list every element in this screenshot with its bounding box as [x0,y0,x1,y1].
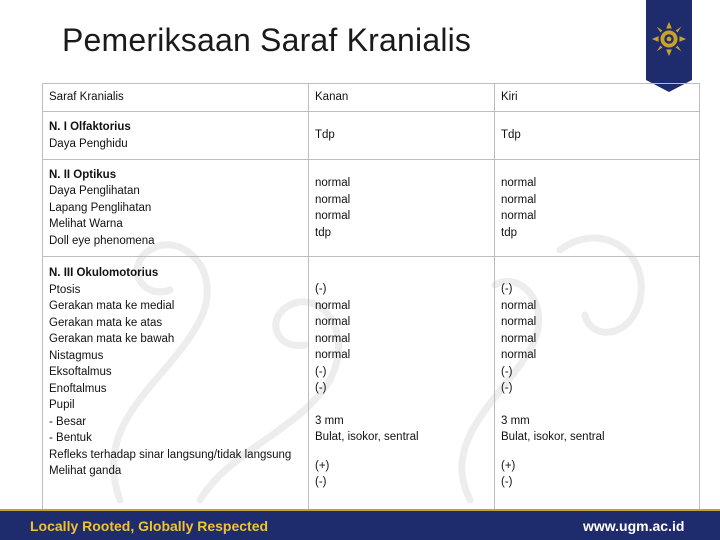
result-value: normal [315,177,351,189]
spacer [315,397,488,413]
result-value: (-) [501,365,513,378]
exam-item: Gerakan mata ke bawah [49,333,175,345]
result-value: normal [501,177,537,189]
table-header-row [43,84,700,112]
result-value: normal [501,299,537,312]
nerve-heading: N. II Optikus [49,168,117,181]
result-value: (-) [315,476,327,489]
result-value: (-) [501,382,513,395]
header-cell-kanan: Kanan [309,84,495,112]
result-value: normal [501,332,537,345]
exam-item: Enoftalmus [49,382,107,395]
result-value: normal [315,299,351,312]
nerve-heading: N. III Okulomotorius [49,267,159,279]
result-value: normal [501,349,537,362]
exam-item: Doll eye phenomena [49,234,155,247]
footer-tagline: Locally Rooted, Globally Respected [30,518,269,534]
exam-item: Gerakan mata ke medial [49,300,175,312]
result-value: normal [315,349,351,362]
exam-item: Gerakan mata ke atas [49,316,163,329]
page-title: Pemeriksaan Saraf Kranialis [62,22,472,58]
kiri-cell [495,257,700,516]
exam-item: Eksoftalmus [49,366,112,378]
result-value: normal [315,332,351,345]
result-value: Bulat, isokor, sentral [501,431,605,444]
result-value: normal [501,210,537,222]
result-value: normal [315,316,351,329]
result-value: (-) [501,476,513,489]
exam-item: Refleks terhadap sinar langsung/tidak langsung [49,448,292,461]
result-value: (-) [315,382,327,395]
kanan-cell [309,112,495,160]
kiri-cell [495,160,700,257]
nerve-cell [43,257,309,516]
exam-item: - Besar [49,415,87,428]
header-cell-kiri: Kiri [495,84,700,112]
nerve-cell [43,112,309,160]
result-value: Bulat, isokor, sentral [315,431,419,444]
exam-item: Daya Penglihatan [49,185,140,198]
result-value: normal [315,193,351,206]
header-cell-saraf: Saraf Kranialis [43,84,309,112]
cranial-nerve-table [42,83,700,516]
result-value: normal [501,193,537,206]
result-value: 3 mm [501,414,530,427]
nerve-cell [43,160,309,257]
exam-item: Melihat ganda [49,465,122,477]
result-value: Tdp [315,129,335,142]
nerve-heading: N. I Olfaktorius [49,121,131,133]
exam-item: Ptosis [49,283,81,296]
spacer [501,397,693,413]
result-value: normal [315,210,351,222]
result-value: (-) [501,283,513,296]
spacer [501,446,693,458]
result-value: (-) [315,283,327,296]
exam-item: Pupil [49,399,75,411]
table-row [43,160,700,257]
kanan-cell [309,257,495,516]
result-value: 3 mm [315,414,344,427]
result-value: tdp [315,226,331,239]
exam-item: - Bentuk [49,432,92,444]
exam-item: Nistagmus [49,349,104,362]
kiri-cell [495,112,700,160]
table-row [43,257,700,516]
exam-item: Daya Penghidu [49,137,128,150]
result-value: (+) [501,459,516,472]
table-row [43,112,700,160]
result-value: (-) [315,365,327,378]
ugm-emblem-icon [650,20,688,58]
exam-item: Lapang Penglihatan [49,201,152,214]
result-value: normal [501,316,537,329]
exam-item: Melihat Warna [49,218,123,231]
kanan-cell [309,160,495,257]
footer-website-link[interactable]: www.ugm.ac.id [583,518,685,534]
spacer [315,446,488,458]
result-value: tdp [501,226,517,239]
result-value: Tdp [501,129,521,142]
result-value: (+) [315,459,330,472]
